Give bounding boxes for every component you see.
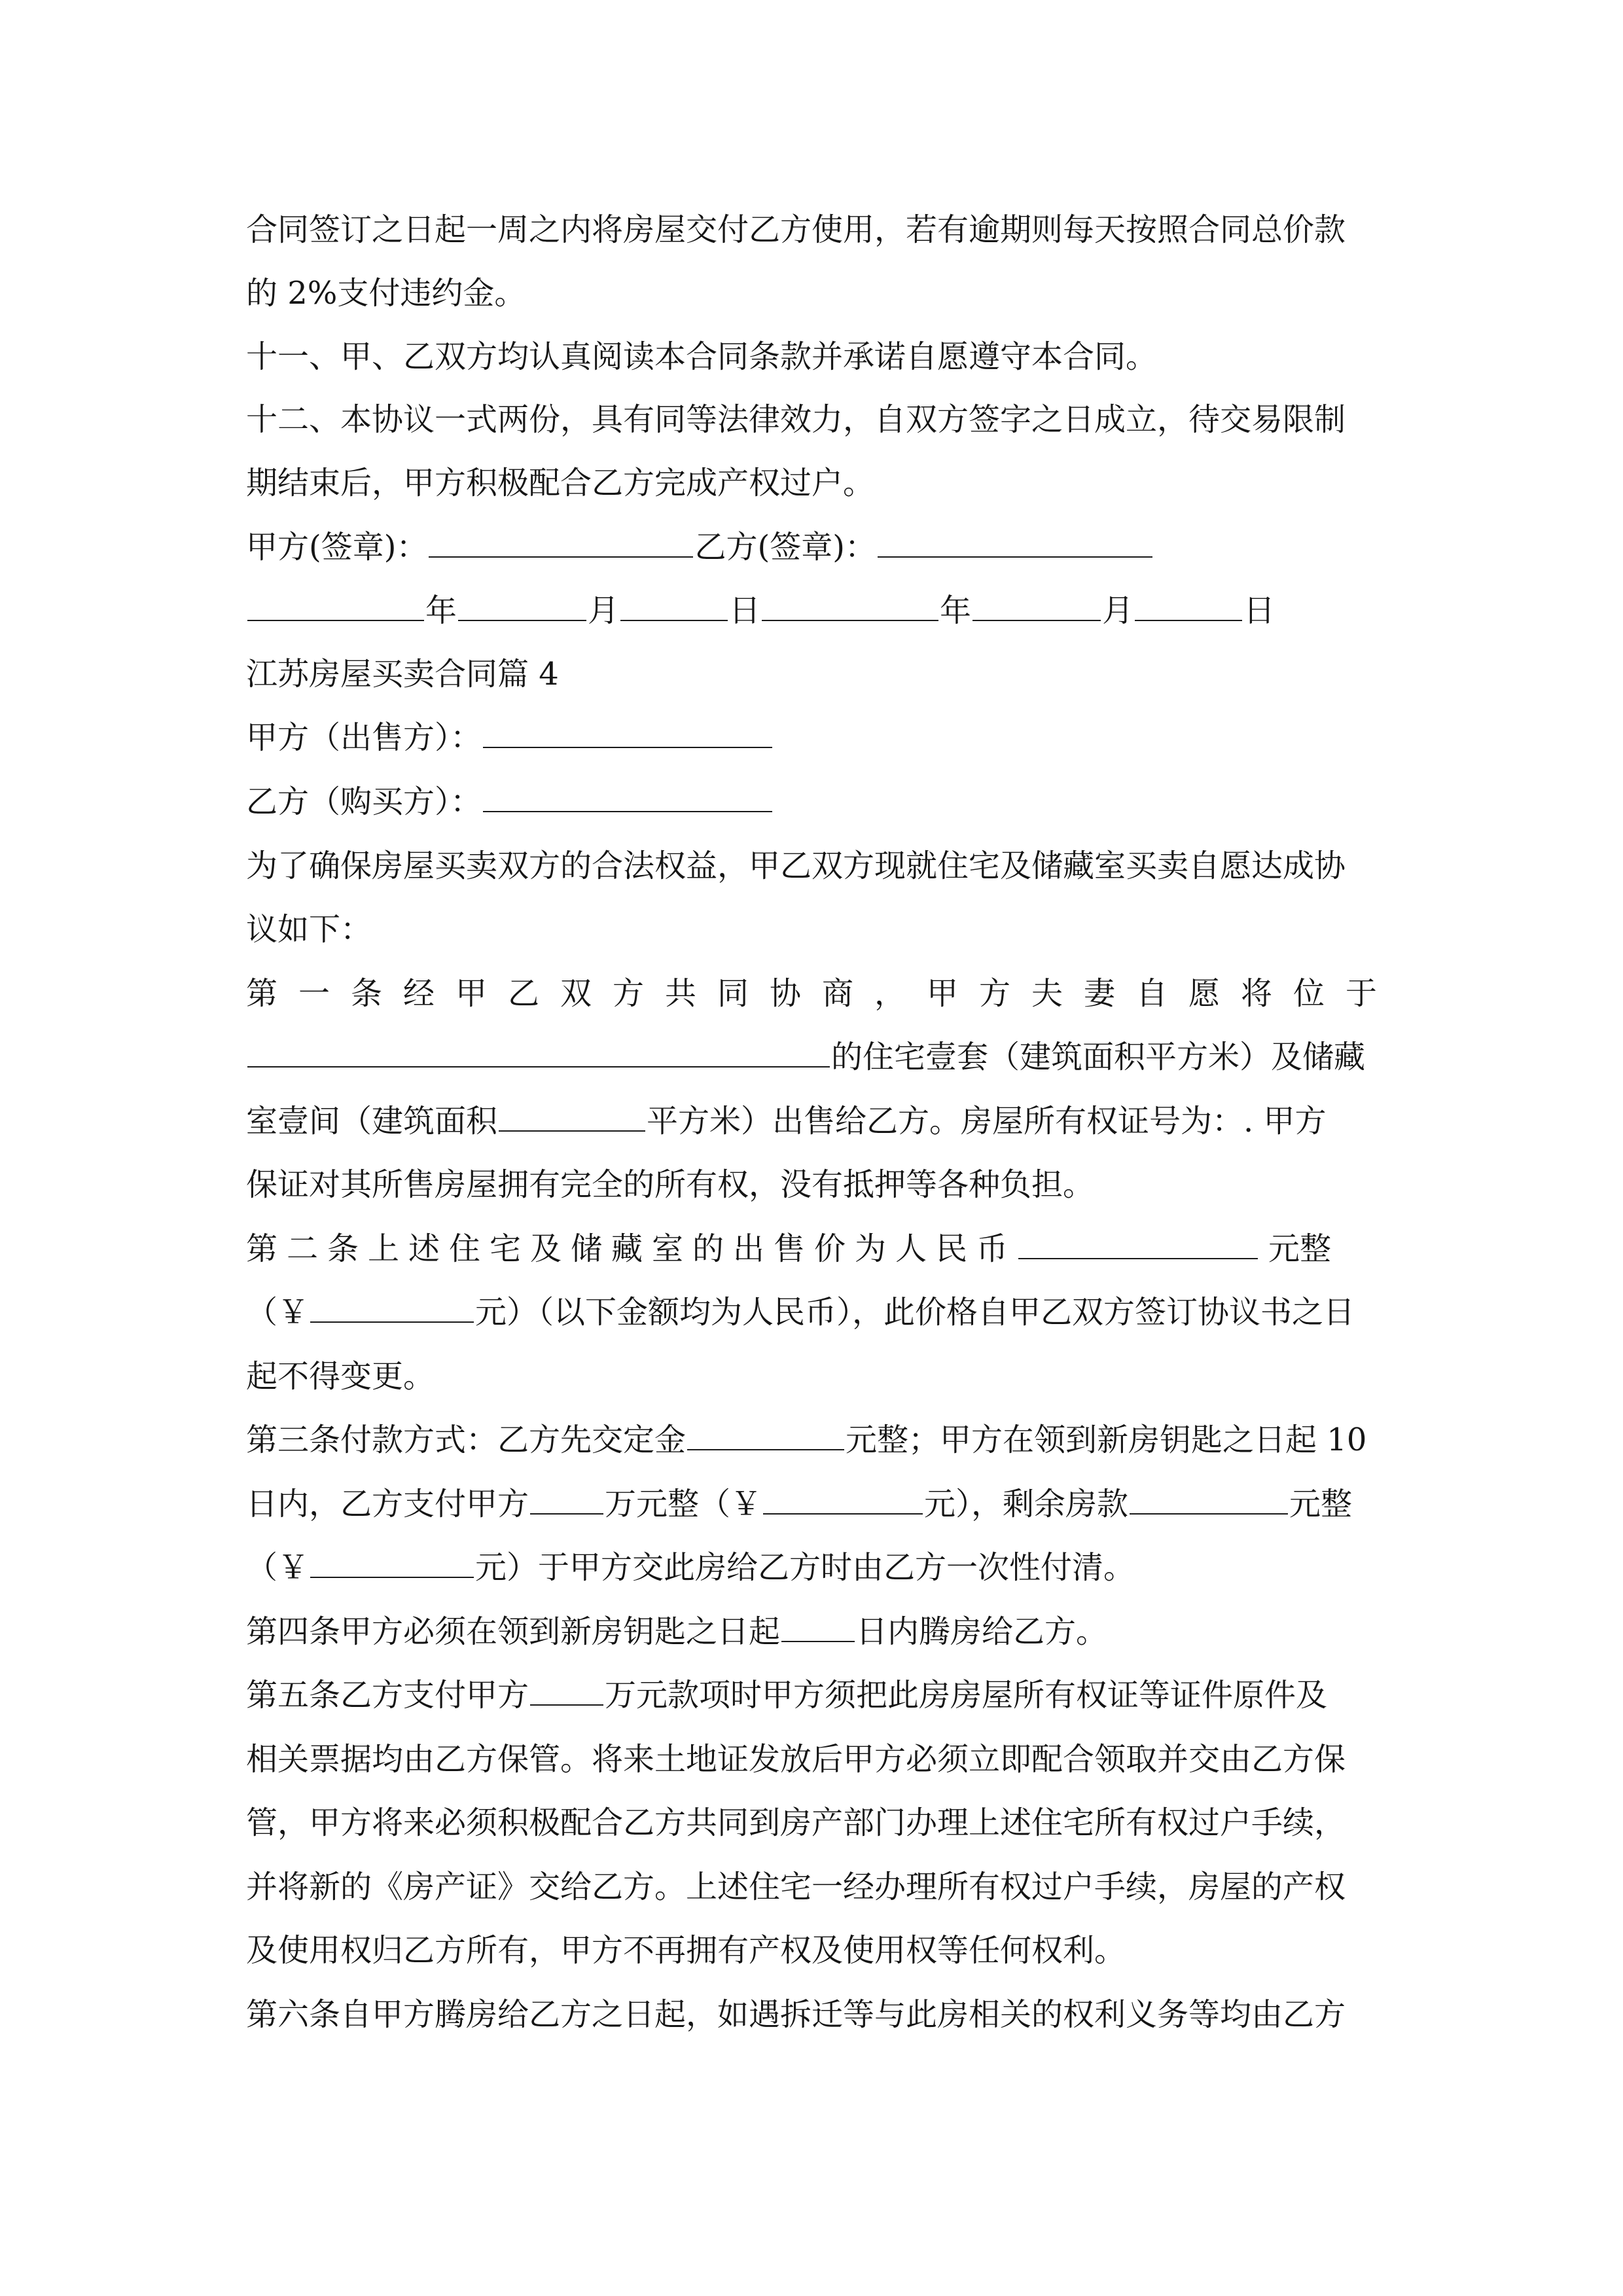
party-b-sign-blank[interactable]	[878, 528, 1152, 558]
day-blank[interactable]	[1135, 591, 1242, 621]
article-5-line: 并将新的《房产证》交给乙方。上述住宅一经办理所有权过户手续，房屋的产权	[246, 1869, 1346, 1905]
article-text: 日内腾房给乙方。	[856, 1613, 1108, 1650]
year-label: 年	[940, 592, 972, 629]
article-1-line: 第一条经甲乙双方共同协商，甲方夫妻自愿将位于	[246, 975, 1377, 1012]
article-text: 元）于甲方交此房给乙方时由乙方一次性付清。	[475, 1549, 1135, 1586]
article-text: 日内，乙方支付甲方	[246, 1486, 529, 1522]
day-label: 日	[1243, 592, 1275, 629]
seller-label: 甲方（出售方）：	[246, 719, 482, 756]
article-text: 万元款项时甲方须把此房房屋所有权证等证件原件及	[605, 1677, 1328, 1713]
seller-blank[interactable]	[483, 718, 772, 748]
buyer-line	[246, 780, 774, 823]
month-blank[interactable]	[972, 591, 1101, 621]
party-b-sign-label: 乙方(签章)：	[694, 529, 876, 565]
month-label: 月	[1102, 592, 1134, 629]
article-2-line	[246, 1227, 1331, 1270]
article-text: 元），剩余房款	[924, 1486, 1129, 1522]
section-title: 江苏房屋买卖合同篇 4	[246, 656, 559, 692]
article-5-line: 及使用权归乙方所有，甲方不再拥有产权及使用权等任何权利。	[246, 1932, 1126, 1969]
party-a-sign-label: 甲方(签章)：	[246, 529, 428, 565]
month-blank[interactable]	[458, 591, 586, 621]
article-3-line	[246, 1546, 1135, 1589]
text-line: 合同签订之日起一周之内将房屋交付乙方使用，若有逾期则每天按照合同总价款	[246, 211, 1346, 248]
party-a-sign-blank[interactable]	[429, 528, 693, 558]
text-line: 为了确保房屋买卖双方的合法权益，甲乙双方现就住宅及储藏室买卖自愿达成协	[246, 848, 1346, 884]
storage-area-blank[interactable]	[499, 1102, 645, 1132]
article-5-line	[246, 1674, 1327, 1717]
text-line: 十一、甲、乙双方均认真阅读本合同条款并承诺自愿遵守本合同。	[246, 338, 1158, 375]
remaining-number-blank[interactable]	[310, 1548, 474, 1578]
payment-blank[interactable]	[530, 1676, 603, 1706]
article-5-line: 管，甲方将来必须积极配合乙方共同到房产部门办理上述住宅所有权过户手续，	[246, 1804, 1346, 1841]
article-text: 第二条上述住宅及储藏室的出售价为人民币	[246, 1230, 1018, 1267]
buyer-label: 乙方（购买方）：	[246, 783, 482, 820]
article-text: 第四条甲方必须在领到新房钥匙之日起	[246, 1613, 781, 1650]
article-3-line	[246, 1482, 1352, 1526]
article-text: 元整；甲方在领到新房钥匙之日起 10	[846, 1422, 1367, 1458]
payment-amount-blank[interactable]	[530, 1484, 603, 1515]
year-blank[interactable]	[762, 591, 938, 621]
article-text: 室壹间（建筑面积	[246, 1103, 498, 1139]
article-text: 平方米）出售给乙方。房屋所有权证号为：. 甲方	[647, 1103, 1327, 1139]
day-blank[interactable]	[620, 591, 728, 621]
day-label: 日	[729, 592, 761, 629]
article-text: 第五条乙方支付甲方	[246, 1677, 529, 1713]
text-line: 十二、本协议一式两份，具有同等法律效力，自双方签字之日成立，待交易限制	[246, 401, 1346, 438]
text-line: 期结束后，甲方积极配合乙方完成产权过户。	[246, 465, 875, 501]
payment-number-blank[interactable]	[763, 1484, 923, 1515]
seller-line	[246, 716, 774, 759]
text-line: 的 2%支付违约金。	[246, 275, 526, 312]
month-label: 月	[588, 592, 620, 629]
signature-line	[246, 526, 1154, 569]
article-text: （￥	[246, 1549, 310, 1586]
text-line: 议如下：	[246, 911, 372, 948]
article-6-line: 第六条自甲方腾房给乙方之日起，如遇拆迁等与此房相关的权利义务等均由乙方	[246, 1996, 1346, 2033]
article-text: （￥	[246, 1294, 310, 1331]
article-1-line: 保证对其所售房屋拥有完全的所有权，没有抵押等各种负担。	[246, 1166, 1095, 1203]
vacate-days-blank[interactable]	[781, 1612, 855, 1642]
article-text: 万元整（￥	[605, 1486, 762, 1522]
article-text: 的住宅壹套（建筑面积平方米）及储藏	[831, 1039, 1366, 1075]
article-1-line	[246, 1100, 1327, 1143]
article-text: 元）（以下金额均为人民币），此价格自甲乙双方签订协议书之日	[475, 1294, 1355, 1331]
article-text: 第三条付款方式：乙方先交定金	[246, 1422, 687, 1458]
article-5-line: 相关票据均由乙方保管。将来土地证发放后甲方必须立即配合领取并交由乙方保	[246, 1741, 1346, 1778]
address-blank[interactable]	[247, 1037, 830, 1067]
price-number-blank[interactable]	[310, 1293, 474, 1323]
deposit-blank[interactable]	[687, 1420, 844, 1450]
article-4-line	[246, 1610, 1107, 1653]
article-text: 元整	[1289, 1486, 1353, 1522]
article-1-line	[246, 1035, 1365, 1079]
article-2-line	[246, 1291, 1355, 1334]
buyer-blank[interactable]	[483, 782, 772, 812]
date-line	[246, 589, 1275, 632]
article-3-line	[246, 1418, 1366, 1462]
remaining-blank[interactable]	[1130, 1484, 1288, 1515]
year-label: 年	[425, 592, 457, 629]
article-2-line: 起不得变更。	[246, 1358, 435, 1395]
article-text: 元整	[1268, 1230, 1332, 1267]
price-blank[interactable]	[1018, 1229, 1258, 1259]
year-blank[interactable]	[247, 591, 424, 621]
